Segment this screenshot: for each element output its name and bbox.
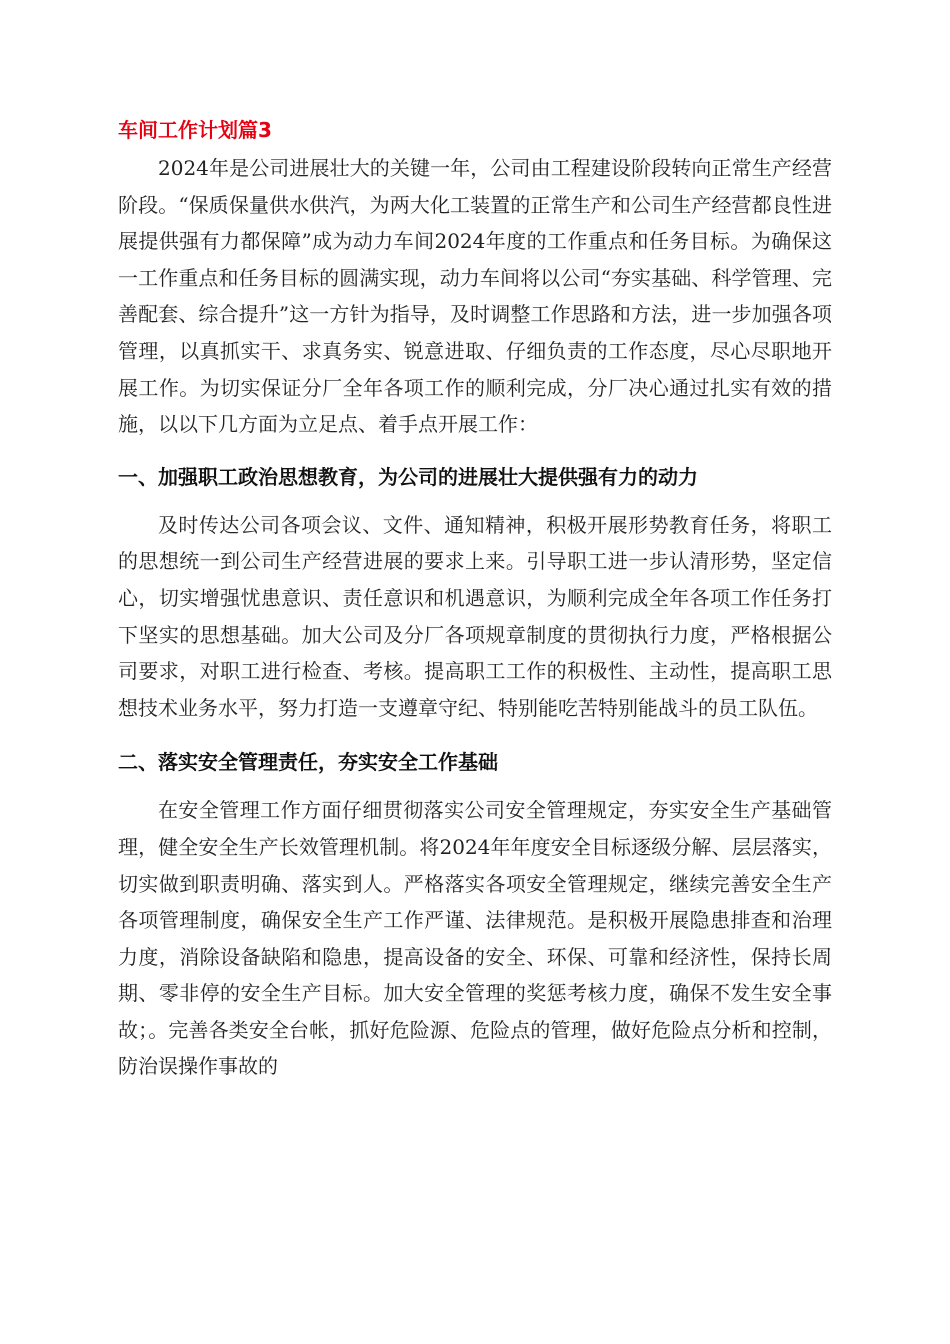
section-body-safety-management: 在安全管理工作方面仔细贯彻落实公司安全管理规定，夯实安全生产基础管理，健全安全生产长效管理机制。将2024年年度安全目标逐级分解、层层落实，切实做到职责明确、落实到人。严格落实各项安全管理规定，继续完善安全生产各项管理制度，确保安全生产工作严谨、法律规范。是积极开展隐患排查和治理力度，消除设备缺陷和隐患，提高设备的安全、环保、可靠和经济性，保持长周期、零非停的安全生产目标。加大安全管理的奖惩考核力度，确保不发生安全事故；。完善各类安全台帐，抓好危险源、危险点的管理，做好危险点分析和控制，防治误操作事故的 (118, 798, 832, 1079)
section-body-political-education: 及时传达公司各项会议、文件、通知精神，积极开展形势教育任务，将职工的思想统一到公司生产经营进展的要求上来。引导职工进一步认清形势，坚定信心，切实增强忧患意识、责任意识和机遇意识，为顺利完成全年各项工作任务打下坚实的思想基础。加大公司及分厂各项规章制度的贯彻执行力度，严格根据公司要求，对职工进行检查、考核。提高职工工作的积极性、主动性，提高职工思想技术业务水平，努力打造一支遵章守纪、特别能吃苦特别能战斗的员工队伍。 (118, 512, 832, 720)
intro-paragraph: 2024年是公司进展壮大的关键一年，公司由工程建设阶段转向正常生产经营阶段。“保质保量供水供汽，为两大化工装置的正常生产和公司生产经营都良性进展提供强有力都保障”成为动力车间2024年度的工作重点和任务目标。为确保这一工作重点和任务目标的圆满实现，动力车间将以公司“夯实基础、科学管理、完善配套、综合提升”这一方针为指导，及时调整工作思路和方法，进一步加强各项管理，以真抓实干、求真务实、锐意进取、仔细负责的工作态度，尽心尽职地开展工作。为切实保证分厂全年各项工作的顺利完成，分厂决心通过扎实有效的措施，以以下几方面为立足点、着手点开展工作： (118, 156, 832, 437)
document-page (118, 110, 832, 1085)
document-title: 车间工作计划篇3 (118, 118, 272, 142)
section-heading-political-education: 一、加强职工政治思想教育，为公司的进展壮大提供强有力的动力 (118, 464, 698, 489)
section-heading-safety-management: 二、落实安全管理责任，夯实安全工作基础 (118, 750, 498, 775)
